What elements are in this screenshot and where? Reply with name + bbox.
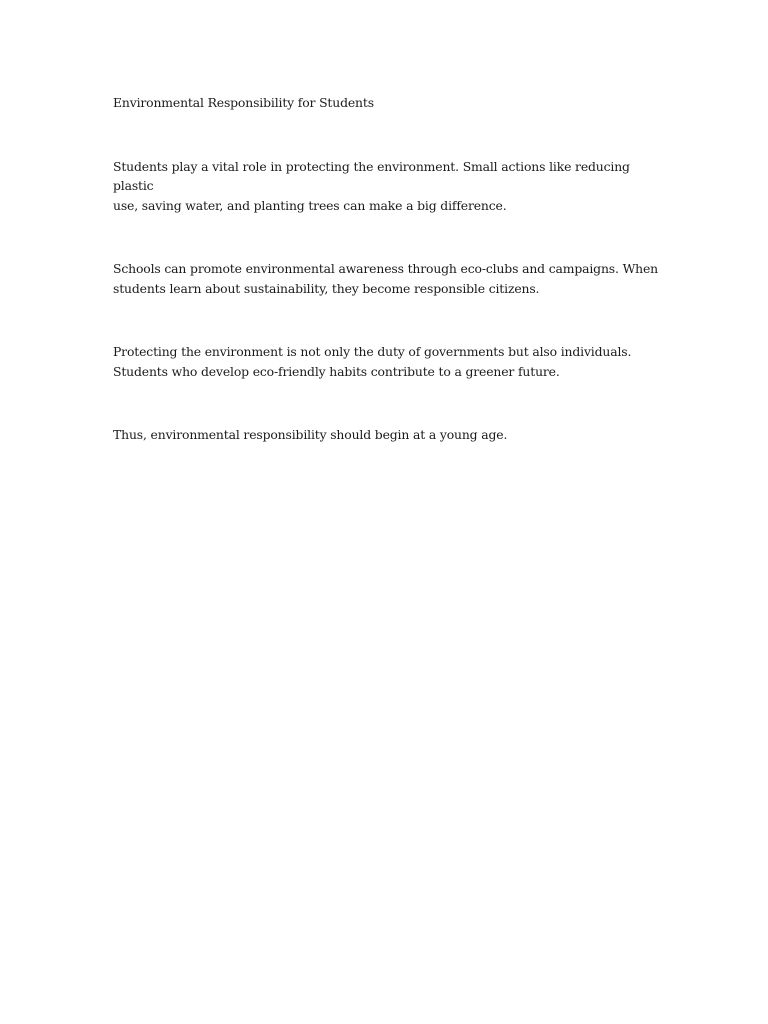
paragraph-1-line-1: Students play a vital role in protecting the environment. Small actions like reducing plastic [113, 158, 630, 193]
paragraph-4 [113, 425, 673, 445]
paragraph-3-line-1: Protecting the environment is not only the duty of governments but also individuals. [113, 344, 632, 359]
document-title: Environmental Responsibility for Students [113, 95, 374, 110]
paragraph-2-line-1: Schools can promote environmental awareness through eco-clubs and campaigns. When [113, 261, 659, 276]
paragraph-2 [113, 259, 673, 298]
document-body [113, 93, 673, 445]
paragraph-2-line-2: students learn about sustainability, they become responsible citizens. [113, 280, 540, 296]
paragraph-1-line-2: use, saving water, and planting trees can make a big difference. [113, 197, 507, 213]
paragraph-3-line-2: Students who develop eco-friendly habits contribute to a greener future. [113, 363, 560, 379]
paragraph-3 [113, 342, 673, 381]
paragraph-4-line-1: Thus, environmental responsibility should begin at a young age. [113, 427, 508, 442]
paragraph-1 [113, 157, 673, 216]
